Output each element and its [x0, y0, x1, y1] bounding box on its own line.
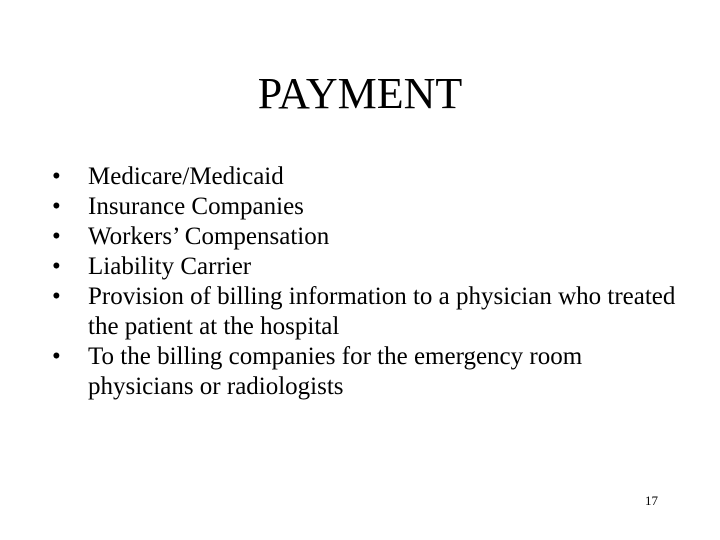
list-item	[52, 222, 692, 252]
bullet-text: Provision of billing information to a physician who treated the patient at the hospital	[88, 283, 676, 340]
bullet-text: Workers’ Compensation	[88, 223, 330, 250]
bullet-text: Insurance Companies	[88, 193, 304, 220]
bullet-text: To the billing companies for the emergency room physicians or radiologists	[88, 343, 583, 400]
bullet-icon: •	[52, 223, 61, 250]
list-item	[52, 342, 692, 402]
bullet-list	[52, 162, 692, 402]
bullet-text: Liability Carrier	[88, 253, 252, 280]
bullet-text: Medicare/Medicaid	[88, 163, 284, 190]
bullet-icon: •	[52, 283, 61, 310]
list-item	[52, 192, 692, 222]
bullet-icon: •	[52, 253, 61, 280]
list-item	[52, 282, 692, 342]
bullet-icon: •	[52, 343, 61, 370]
bullet-icon: •	[52, 193, 61, 220]
page-number: 17	[645, 493, 658, 508]
list-item	[52, 162, 692, 192]
bullet-icon: •	[52, 163, 61, 190]
slide-title: PAYMENT	[257, 69, 463, 118]
list-item	[52, 252, 692, 282]
